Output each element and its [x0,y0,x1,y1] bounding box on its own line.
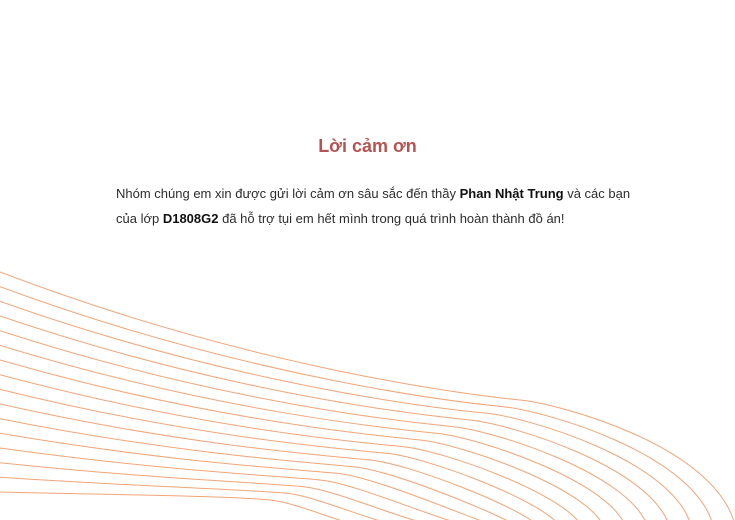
thanks-paragraph [116,181,636,231]
page-title: Lời cảm ơn [318,136,417,156]
class-name: D1808G2 [162,211,219,226]
wave-line [0,272,735,520]
wave-line [0,331,647,520]
wave-line [0,287,713,520]
paragraph-text-1: Nhóm chúng em xin được gửi lời cảm ơn sâu sắc đến thầy [116,186,460,201]
wave-line [0,492,405,520]
wave-line [0,463,449,520]
wave-line [0,389,559,520]
wave-line [0,448,471,520]
wave-line [0,477,427,520]
wave-line [0,301,691,520]
wave-line [0,316,669,520]
wave-line [0,404,537,520]
paragraph-text-3: đã hỗ trợ tụi em hết mình trong quá trình hoàn thành đồ án! [218,211,565,226]
wave-line [0,433,493,520]
teacher-name: Phan Nhật Trung [459,186,564,201]
paragraph-text-2: và các bạn của lớp [116,186,631,226]
